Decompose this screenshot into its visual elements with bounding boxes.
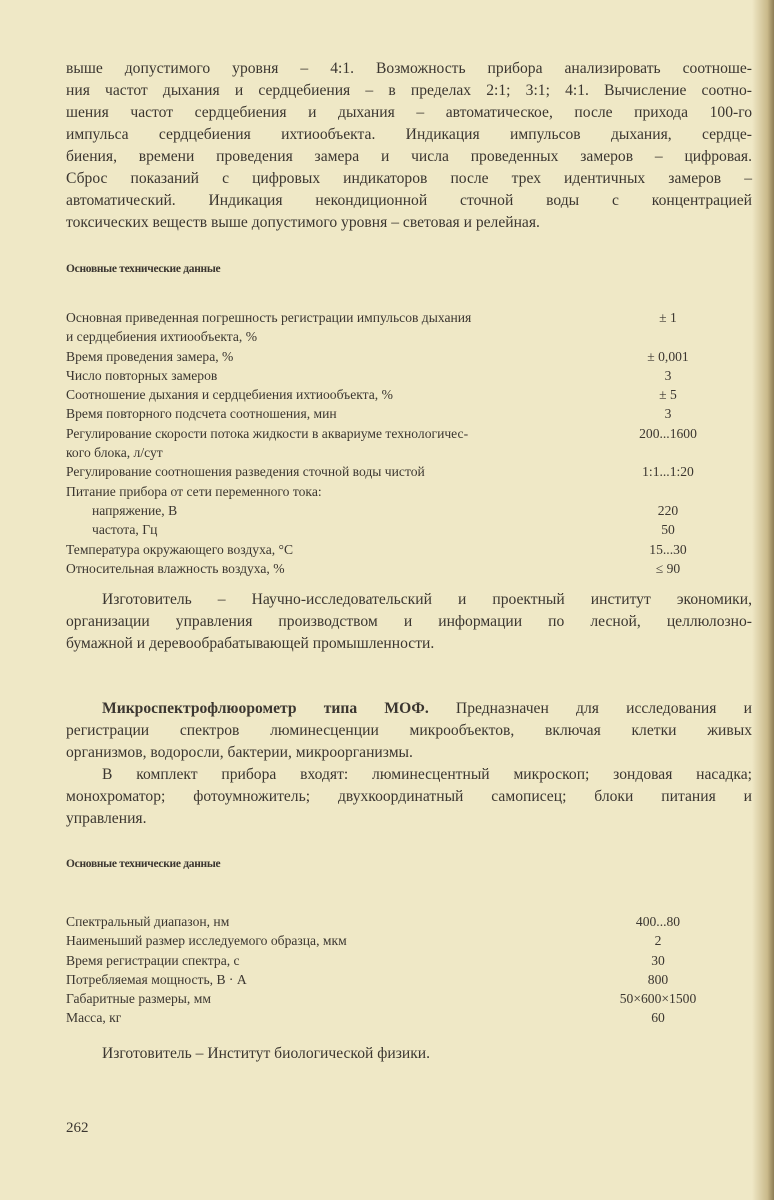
text-line: организмов, водоросли, бактерии, микроорганизмы. <box>66 744 413 761</box>
spec-row <box>66 404 746 423</box>
spec-label: частота, Гц <box>92 522 158 538</box>
spec-value: ± 0,001 <box>647 348 689 364</box>
page-number: 262 <box>66 1120 89 1136</box>
spec-row <box>66 424 746 443</box>
spec-value: 1:1...1:20 <box>642 464 694 480</box>
specs-table-1 <box>66 308 746 578</box>
text-line: биения, времени проведения замера и числа проведенных замеров – цифровая. <box>66 148 752 165</box>
spec-label: Потребляемая мощность, В · А <box>66 971 247 987</box>
spec-row <box>66 559 746 578</box>
device-title: Микроспектрофлюорометр типа МОФ. <box>102 700 429 717</box>
spec-label: Температура окружающего воздуха, °С <box>66 541 294 557</box>
spec-label: Основная приведенная погрешность регистрации импульсов дыхания <box>66 310 472 325</box>
spec-value: 3 <box>664 367 672 383</box>
section-heading-specs-2: Основные технические данные <box>66 858 221 870</box>
spec-value: ± 1 <box>659 310 677 325</box>
text-line: Изготовитель – Институт биологической физики. <box>102 1045 431 1062</box>
spec-label: кого блока, л/сут <box>66 445 163 461</box>
spec-value: 3 <box>664 406 672 422</box>
spec-value: 50×600×1500 <box>619 991 697 1007</box>
text-line: Изготовитель – Научно-исследовательский и проектный институт экономики, <box>102 591 752 608</box>
spec-row <box>66 327 746 346</box>
spec-value: 15...30 <box>649 541 687 557</box>
paragraph-device-description <box>66 58 752 234</box>
text-line: ния частот дыхания и сердцебиения – в пределах 2:1; 3:1; 4:1. Вычисление соотно- <box>66 82 752 99</box>
spec-row <box>66 462 746 481</box>
spec-value: 2 <box>654 933 662 949</box>
spec-label: Регулирование скорости потока жидкости в аквариуме технологичес- <box>66 425 469 441</box>
spec-value: 30 <box>651 952 665 968</box>
text-line: автоматический. Индикация некондиционной сточной воды с концентрацией <box>66 192 752 209</box>
spec-label: и сердцебиения ихтиообъекта, % <box>66 329 258 345</box>
spec-value: 800 <box>647 971 669 987</box>
text-line: В комплект прибора входят: люминесцентный микроскоп; зондовая насадка; <box>102 766 752 783</box>
spec-row <box>66 308 746 327</box>
text-line: импульса сердцебиения ихтиообъекта. Индикация импульсов дыхания, сердце- <box>66 126 752 143</box>
page-edge-shadow <box>752 0 774 1200</box>
section-heading-specs-1: Основные технические данные <box>66 263 221 275</box>
spec-label: Наименьший размер исследуемого образца, мкм <box>66 933 347 949</box>
spec-value: 400...80 <box>635 914 681 929</box>
spec-row <box>66 989 746 1008</box>
text-line: выше допустимого уровня – 4:1. Возможность прибора анализировать соотноше- <box>66 60 752 77</box>
spec-row <box>66 951 746 970</box>
paragraph-kit-contents <box>66 764 752 830</box>
text-line: монохроматор; фотоумножитель; двухкоординатный самописец; блоки питания и <box>66 788 752 805</box>
spec-label: Спектральный диапазон, нм <box>66 914 230 929</box>
spec-value: 220 <box>657 502 679 518</box>
spec-row <box>66 385 746 404</box>
spec-label: Масса, кг <box>66 1010 122 1026</box>
spec-row <box>66 970 746 989</box>
text-line: бумажной и деревообрабатывающей промышленности. <box>66 635 435 652</box>
spec-label: Относительная влажность воздуха, % <box>66 560 285 576</box>
spec-value: 60 <box>651 1010 665 1026</box>
text-line: управления. <box>66 810 147 827</box>
text-line: организации управления производством и информации по лесной, целлюлозно- <box>66 613 752 630</box>
spec-row <box>66 347 746 366</box>
spec-row <box>66 443 746 462</box>
spec-label: Время регистрации спектра, с <box>66 952 240 968</box>
text-line: шения частот сердцебиения и дыхания – автоматическое, после прихода 100-го <box>66 104 752 121</box>
text-line: Сброс показаний с цифровых индикаторов после трех идентичных замеров – <box>66 170 752 187</box>
paragraph-manufacturer-2 <box>66 1043 752 1065</box>
spec-row <box>66 912 746 931</box>
text-line: регистрации спектров люминесценции микрообъектов, включая клетки живых <box>66 722 752 739</box>
text-line: токсических веществ выше допустимого уровня – световая и релейная. <box>66 214 540 231</box>
spec-value: 50 <box>661 522 675 538</box>
paragraph-manufacturer-1 <box>66 589 752 655</box>
text-line <box>66 698 752 720</box>
spec-label: Число повторных замеров <box>66 367 218 383</box>
paragraph-mof-description <box>66 698 752 764</box>
spec-row <box>66 482 746 501</box>
spec-label: Соотношение дыхания и сердцебиения ихтиообъекта, % <box>66 387 393 403</box>
spec-label: напряжение, В <box>92 502 178 518</box>
spec-row <box>66 366 746 385</box>
spec-row <box>66 540 746 559</box>
spec-value: ≤ 90 <box>655 560 681 576</box>
text-span: Предназначен для исследования и <box>428 700 752 717</box>
spec-label: Питание прибора от сети переменного тока: <box>66 483 322 499</box>
spec-label: Время проведения замера, % <box>66 348 234 364</box>
spec-label: Время повторного подсчета соотношения, мин <box>66 406 337 422</box>
spec-row <box>66 931 746 950</box>
spec-value: ± 5 <box>659 387 677 403</box>
spec-row <box>66 1008 746 1027</box>
specs-table-2 <box>66 912 746 1028</box>
spec-label: Габаритные размеры, мм <box>66 991 211 1007</box>
spec-row <box>66 520 746 539</box>
spec-row <box>66 501 746 520</box>
spec-value: 200...1600 <box>639 425 697 441</box>
spec-label: Регулирование соотношения разведения сточной воды чистой <box>66 464 425 480</box>
